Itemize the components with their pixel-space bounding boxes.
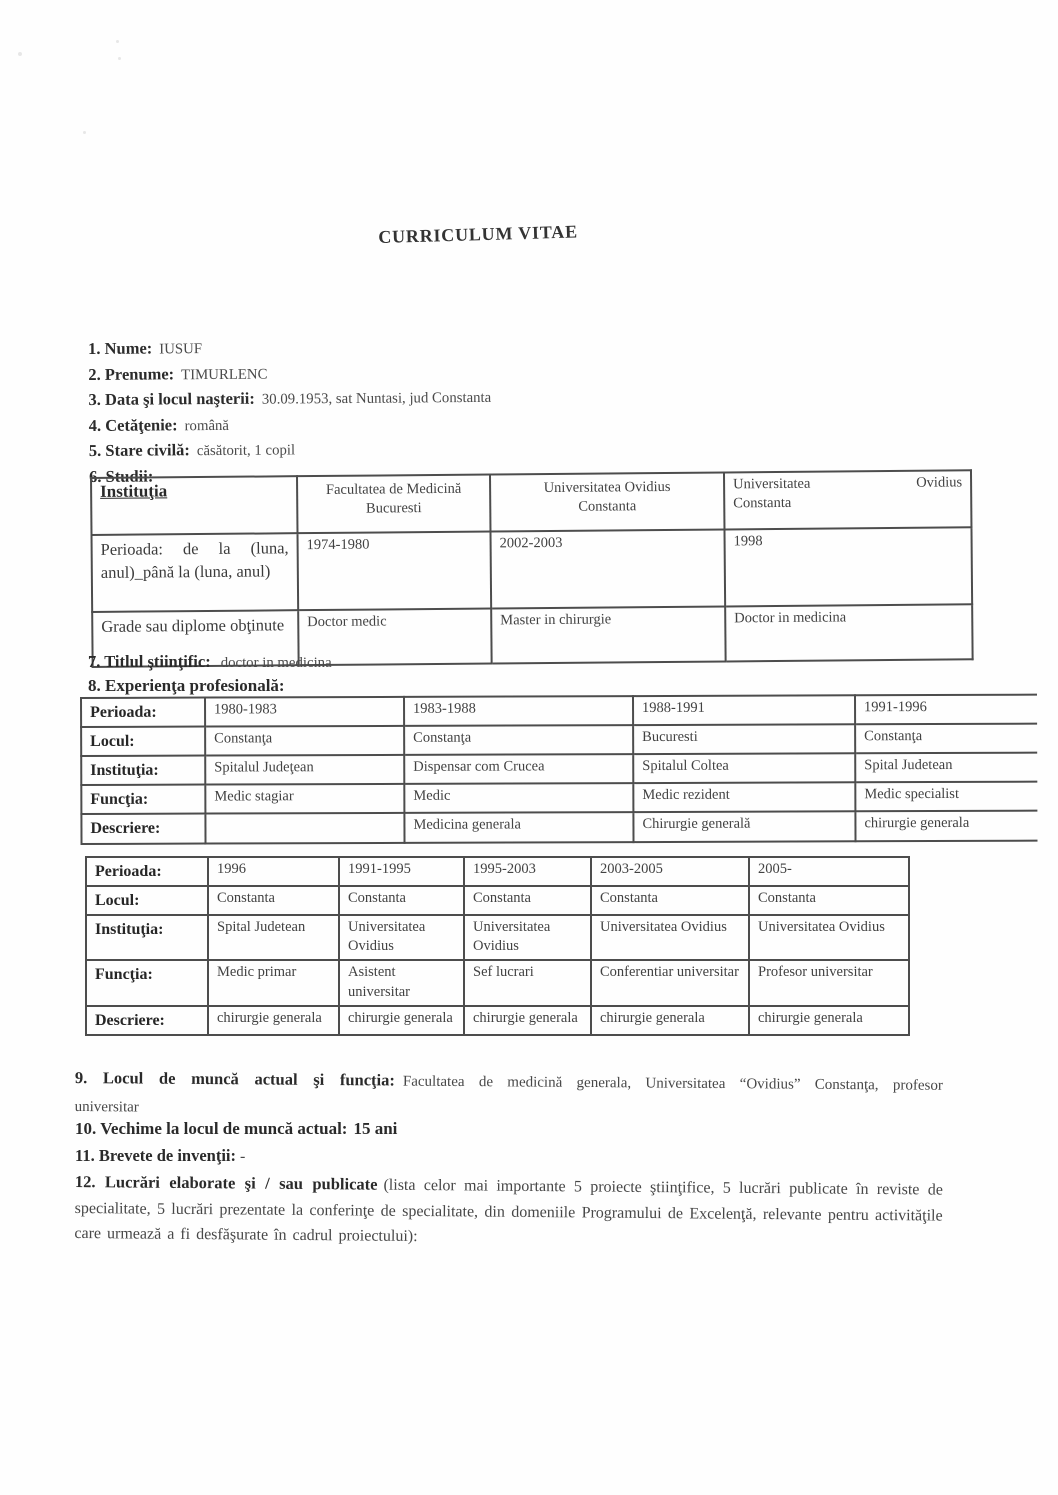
table-cell: 1974-1980 — [297, 532, 491, 611]
row-label: Descriere: — [81, 814, 205, 844]
field-value: căsătorit, 1 copil — [196, 442, 296, 460]
row-label: Locul: — [86, 886, 208, 915]
table-cell: Doctor medic — [298, 609, 491, 666]
table-cell: Constanta — [464, 886, 591, 915]
table-cell: Constanta — [591, 886, 749, 915]
table-row — [91, 470, 971, 535]
table-cell: 2003-2005 — [591, 857, 749, 886]
field-label: 10. Vechime la locul de muncă actual: — [75, 1119, 348, 1138]
table-cell: Medic stagiar — [205, 784, 404, 814]
table-cell: Medic rezident — [633, 783, 855, 813]
row-label: Perioada: de la (luna, anul)_până la (luna, anul) — [92, 533, 299, 612]
table-cell: Medic primar — [208, 960, 339, 1005]
table-cell: Universitatea Ovidius — [464, 915, 591, 960]
table-cell — [205, 813, 404, 843]
row-label: Perioada: — [81, 698, 205, 728]
field-value: română — [184, 417, 230, 435]
table-cell: 1996 — [208, 857, 339, 886]
table-cell: Spital Judetean — [855, 753, 1037, 783]
table-cell: chirurgie generala — [464, 1006, 591, 1035]
table-cell: 1983-1988 — [404, 696, 633, 726]
field-label: 6. Studii: — [89, 466, 154, 486]
table-row — [81, 782, 1037, 814]
table-row — [86, 960, 909, 1005]
field-value: - — [240, 1148, 246, 1165]
studies-table — [90, 469, 974, 668]
table-cell: Master in chirurgie — [491, 606, 725, 663]
field-value: TIMURLENC — [181, 366, 268, 383]
section-experienta-heading: 8. Experienţa profesională: — [88, 676, 285, 695]
field-label: 3. Data şi locul naşterii: — [88, 388, 255, 410]
institution-line: Universitatea Ovidius — [543, 478, 671, 497]
institution-line: Bucuresti — [365, 500, 422, 517]
table-cell: Universitatea Ovidius — [749, 915, 909, 960]
table-cell: 1998 — [724, 527, 972, 606]
table-row — [92, 527, 973, 612]
scan-speck — [18, 52, 22, 56]
table-cell: Medic — [404, 783, 633, 813]
field-label: 2. Prenume: — [88, 363, 175, 384]
row-label: Instituţia: — [81, 756, 205, 786]
table-cell: Spital Judetean — [208, 915, 339, 960]
table-cell: Universitatea Ovidius — [591, 915, 749, 960]
field-value: doctor in medicina — [220, 655, 332, 671]
table-cell: chirurgie generala — [208, 1006, 339, 1035]
table-cell: 1991-1996 — [855, 695, 1037, 725]
table-row — [81, 753, 1037, 785]
experience-table-2 — [85, 856, 910, 1036]
field-label: 4. Cetăţenie: — [88, 415, 178, 435]
scan-speck — [83, 131, 86, 134]
table-cell: chirurgie generala — [339, 1006, 464, 1035]
table-cell: Universitatea Ovidius — [339, 915, 464, 960]
table-cell: Constanta — [208, 886, 339, 915]
table-cell: Medicina generala — [404, 813, 633, 843]
table-cell: Dispensar com Crucea — [404, 754, 633, 784]
scan-speck — [116, 40, 119, 43]
table-cell: Conferentiar universitar — [591, 960, 749, 1005]
table-cell: Spitalul Coltea — [633, 754, 855, 784]
section-vechime — [75, 1119, 943, 1139]
institution-line: Constanta — [733, 495, 792, 512]
table-cell: 1995-2003 — [464, 857, 591, 886]
table-cell: Spitalul Judeţean — [205, 755, 404, 785]
field-value: 15 ani — [353, 1119, 398, 1138]
table-cell: Asistent universitar — [339, 960, 464, 1005]
table-cell: Chirurgie generală — [633, 812, 855, 842]
table-cell: Constanţa — [855, 724, 1037, 754]
section-lucrari-publicate — [74, 1169, 943, 1254]
row-label: Descriere: — [86, 1006, 208, 1035]
field-label: 7. Titlul ştiinţific: — [88, 652, 211, 671]
field-label: 9. Locul de muncă actual şi funcţia: — [74, 1067, 396, 1090]
table-row — [86, 857, 909, 886]
row-label: Funcţia: — [81, 785, 205, 815]
table-cell — [724, 470, 971, 529]
table-cell: Constanţa — [205, 726, 404, 756]
field-label: 5. Stare civilă: — [88, 440, 190, 461]
table-cell: 1980-1983 — [205, 697, 404, 727]
table-cell: Bucuresti — [633, 724, 855, 754]
table-row — [86, 886, 909, 915]
field-value: 30.09.1953, sat Nuntasi, jud Constanta — [261, 390, 492, 408]
field-value: Facultatea de medicină generala, Universitatea “Ovidius” Constanţa, profesor universitar — [74, 1073, 943, 1116]
table-row — [81, 695, 1037, 727]
field-label: 1. Nume: — [88, 338, 153, 358]
section-brevete — [75, 1146, 943, 1166]
table-row — [86, 1006, 909, 1035]
table-cell: Doctor in medicina — [725, 604, 972, 661]
table-cell: chirurgie generala — [591, 1006, 749, 1035]
institution-line: Constanta — [578, 498, 637, 515]
page-title: CURRICULUM VITAE — [378, 221, 579, 247]
table-cell: Sef lucrari — [464, 960, 591, 1005]
scan-speck — [118, 57, 121, 60]
personal-info-list — [88, 332, 789, 491]
table-cell: 2005- — [749, 857, 909, 886]
field-label: 11. Brevete de invenţii: — [75, 1146, 237, 1165]
table-cell: 1991-1995 — [339, 857, 464, 886]
table-row — [81, 811, 1037, 843]
section-titlu-stiintific — [88, 652, 332, 672]
table-cell — [297, 475, 490, 534]
table-cell: 1988-1991 — [633, 695, 855, 725]
row-label: Perioada: — [86, 857, 208, 886]
institution-line: Facultatea de Medicină — [325, 480, 462, 498]
field-value: (lista celor mai importante 5 proiecte ştiinţifice, 5 lucrări publicate în reviste de specialitate, 5 lucrări prezentate la conferinţe de specialitate, din domeniile Programului de Excelenţă, relevante pentru activităţile care urmează a fi desfăşurate în cadrul proiectului): — [74, 1176, 943, 1245]
row-label: Grade sau diplome obţinute — [92, 610, 298, 667]
table-cell: 2002-2003 — [490, 529, 725, 608]
table-cell: Constanta — [749, 886, 909, 915]
field-value: IUSUF — [159, 341, 203, 358]
institution-line: Universitatea Ovidius — [733, 474, 963, 493]
table-cell: chirurgie generala — [855, 811, 1037, 841]
row-label: Instituţia — [91, 476, 297, 535]
field-label: 12. Lucrări elaborate şi / sau publicate — [74, 1171, 378, 1194]
table-cell: Constanta — [339, 886, 464, 915]
row-label: Funcţia: — [86, 960, 208, 1005]
table-cell: chirurgie generala — [749, 1006, 909, 1035]
row-label: Instituţia: — [86, 915, 208, 960]
row-label: Locul: — [81, 727, 205, 757]
table-cell: Medic specialist — [855, 782, 1037, 812]
table-cell: Constanţa — [404, 725, 633, 755]
table-cell — [490, 472, 724, 531]
table-row — [81, 724, 1037, 756]
table-cell: Profesor universitar — [749, 960, 909, 1005]
experience-table-1 — [80, 694, 1038, 845]
table-row — [86, 915, 909, 960]
